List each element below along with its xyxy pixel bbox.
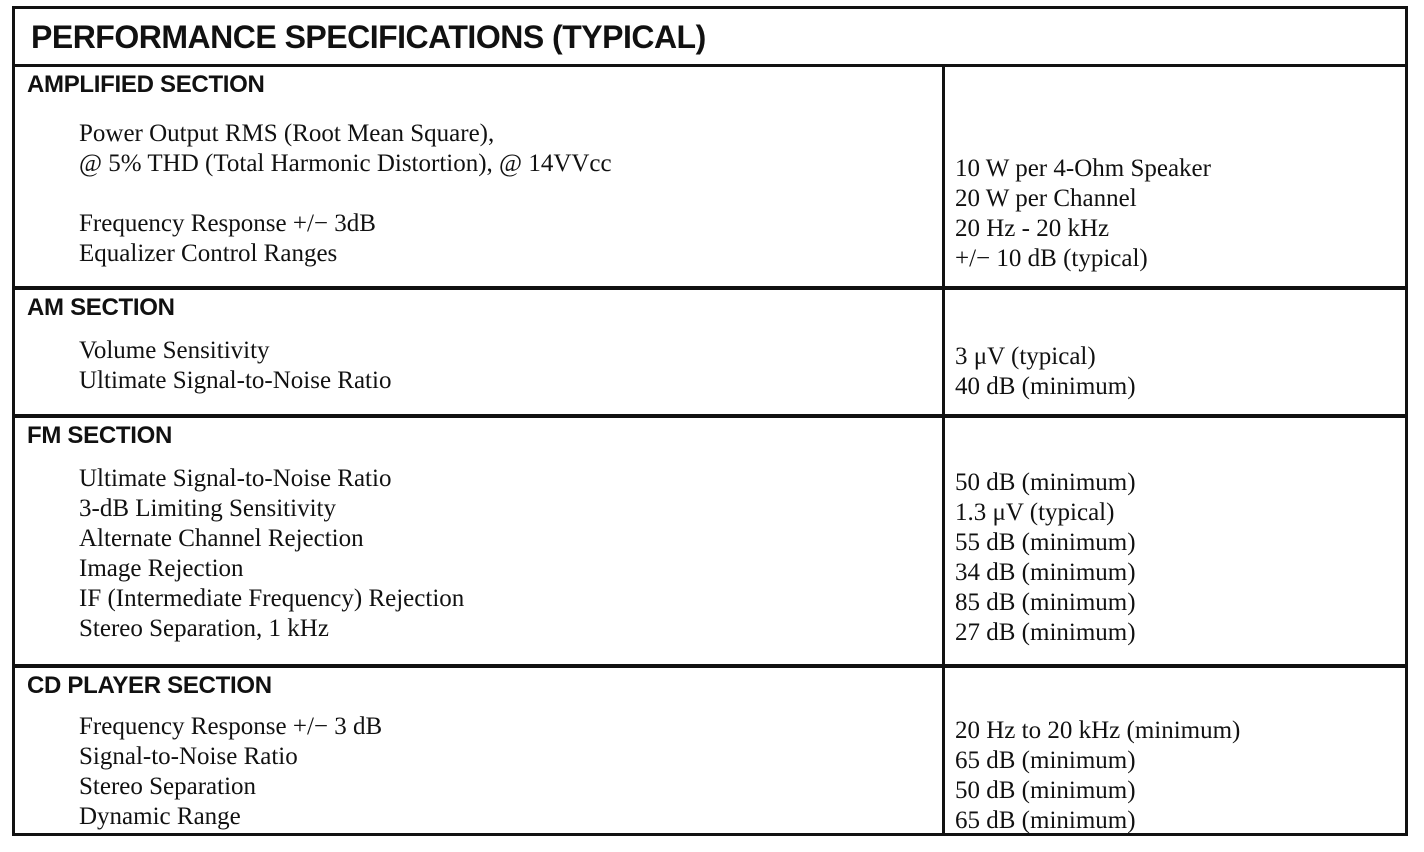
parameter-label: IF (Intermediate Frequency) Rejection — [79, 585, 465, 612]
parameter-label: Volume Sensitivity — [79, 337, 270, 364]
table-title-bar — [15, 9, 1405, 67]
parameter-label: Stereo Separation — [79, 773, 257, 800]
parameter-list — [79, 336, 391, 396]
parameter-label: Frequency Response +/− 3dB — [79, 210, 376, 237]
section-heading: AM SECTION — [27, 294, 175, 321]
parameter-list — [79, 712, 382, 832]
value-list — [955, 342, 1136, 402]
am-section — [15, 290, 1405, 418]
parameter-list — [79, 119, 612, 269]
parameter-value: 65 dB (minimum) — [955, 807, 1136, 834]
parameter-label: @ 5% THD (Total Harmonic Distortion), @ 14VVcc — [79, 150, 612, 177]
parameter-label: Power Output RMS (Root Mean Square), — [79, 120, 495, 147]
section-heading: CD PLAYER SECTION — [27, 672, 272, 699]
parameter-value: 3 μV (typical) — [955, 343, 1096, 370]
parameter-label: Stereo Separation, 1 kHz — [79, 615, 329, 642]
parameter-value: 40 dB (minimum) — [955, 373, 1136, 400]
parameter-label: Signal-to-Noise Ratio — [79, 743, 298, 770]
parameter-value: 65 dB (minimum) — [955, 747, 1136, 774]
parameter-value: 10 W per 4-Ohm Speaker — [955, 155, 1211, 182]
parameter-value: 34 dB (minimum) — [955, 559, 1136, 586]
parameter-value: +/− 10 dB (typical) — [955, 245, 1148, 272]
parameter-value: 20 Hz - 20 kHz — [955, 215, 1110, 242]
parameter-label: Alternate Channel Rejection — [79, 525, 364, 552]
fm-section — [15, 418, 1405, 668]
column-divider — [942, 668, 945, 833]
parameter-label: Equalizer Control Ranges — [79, 240, 338, 267]
parameter-value: 55 dB (minimum) — [955, 529, 1136, 556]
parameter-label: Dynamic Range — [79, 803, 241, 830]
parameter-value: 20 Hz to 20 kHz (minimum) — [955, 717, 1241, 744]
value-list — [955, 154, 1211, 274]
parameter-label: Ultimate Signal-to-Noise Ratio — [79, 465, 392, 492]
section-heading: FM SECTION — [27, 422, 172, 449]
specifications-table — [12, 6, 1408, 836]
parameter-value: 1.3 μV (typical) — [955, 499, 1115, 526]
parameter-value: 50 dB (minimum) — [955, 777, 1136, 804]
parameter-value: 50 dB (minimum) — [955, 469, 1136, 496]
column-divider — [942, 290, 945, 414]
amplified-section — [15, 67, 1405, 290]
column-divider — [942, 418, 945, 664]
column-divider — [942, 67, 945, 286]
parameter-label: Frequency Response +/− 3 dB — [79, 713, 383, 740]
parameter-value: 20 W per Channel — [955, 185, 1137, 212]
parameter-label: Image Rejection — [79, 555, 244, 582]
parameter-list — [79, 464, 464, 644]
parameter-label: 3-dB Limiting Sensitivity — [79, 495, 336, 522]
cd-player-section — [15, 668, 1405, 833]
table-title: PERFORMANCE SPECIFICATIONS (TYPICAL) — [31, 19, 706, 55]
row-spacer — [79, 179, 612, 209]
value-list — [955, 468, 1136, 648]
parameter-value: 27 dB (minimum) — [955, 619, 1136, 646]
value-list — [955, 716, 1240, 836]
section-heading: AMPLIFIED SECTION — [27, 71, 265, 98]
parameter-value: 85 dB (minimum) — [955, 589, 1136, 616]
parameter-label: Ultimate Signal-to-Noise Ratio — [79, 367, 392, 394]
